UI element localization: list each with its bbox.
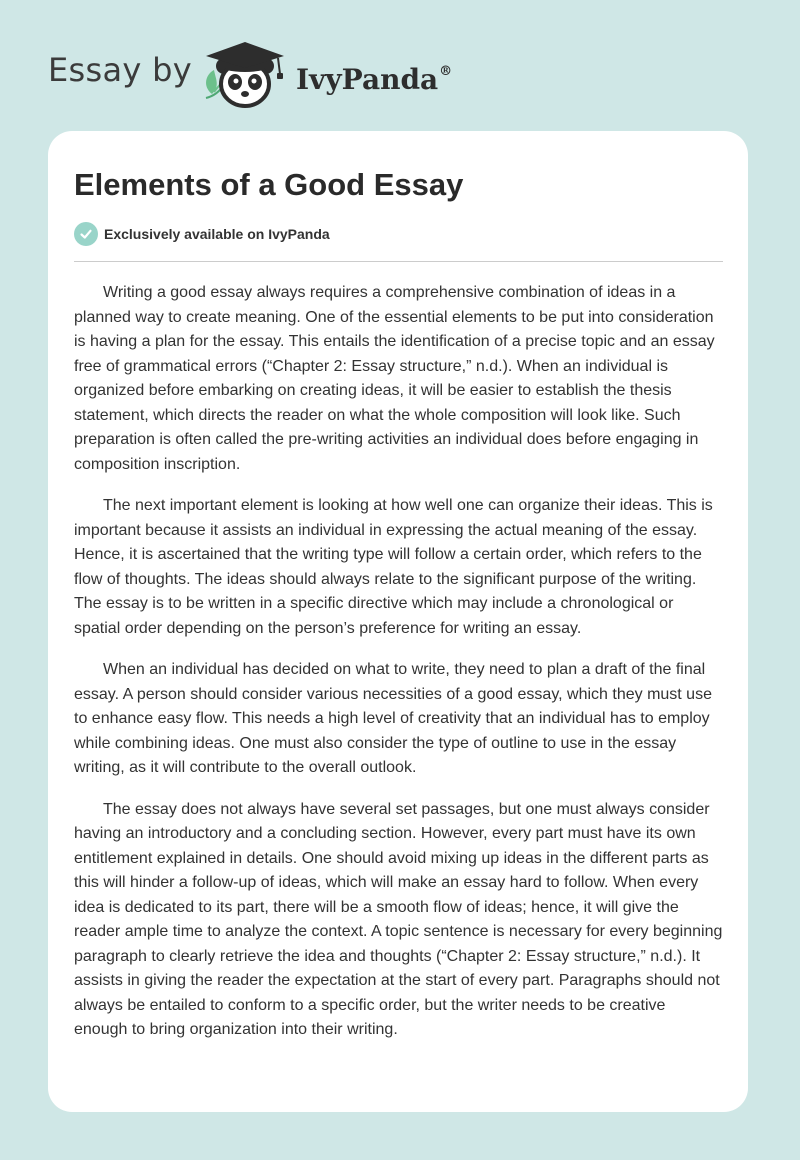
registered-mark: ® <box>439 64 453 79</box>
essay-paragraph: When an individual has decided on what to write, they need to plan a draft of the final essay. A person should consider various necessities of a good essay, which they must use to enhance easy flow. This needs a high level of creativity that an individual has to employ while combining ideas. One must also consider the type of outline to use in the essay writing, as it will contribute to the overall outlook. <box>74 661 712 776</box>
brand-prefix: Essay by <box>48 51 192 89</box>
exclusive-label: Exclusively available on IvyPanda <box>104 226 330 242</box>
essay-paragraph: The essay does not always have several set passages, but one must always consider having an introductory and a concluding section. However, every part must have its own entitlement explained in details. One should avoid mixing up ideas in the different parts as this will hinder a follow-up of ideas, which will make an essay hard to follow. When every idea is dedicated to its part, there will be a smooth flow of ideas; hence, it will give the reader ample time to analyze the context. A topic sentence is necessary for every beginning paragraph to clearly retrieve the idea and thoughts (“Chapter 2: Essay structure,” n.d.). It assists in giving the reader the expectation at the start of every part. Paragraphs should not always be entailed to conform to a specific order, but the writer needs to be creative enough to bring organization into their writing. <box>74 800 723 1038</box>
check-icon <box>74 222 98 246</box>
essay-title: Elements of a Good Essay <box>74 167 464 202</box>
site-header <box>0 0 800 120</box>
essay-paragraph: The next important element is looking at how well one can organize their ideas. This is important because it assists an individual in expressing the actual meaning of the essay. Hence, it is ascertained that the writing type will follow a certain order, which refers to the flow of thoughts. The ideas should always relate to the significant purpose of the writing. The essay is to be written in a specific directive which may include a chronological or spatial order depending on the person’s preference for writing an essay. <box>74 497 713 637</box>
essay-body <box>74 281 723 1060</box>
brand-name <box>296 52 452 100</box>
exclusive-notice <box>74 221 330 247</box>
panda-graduate-logo-icon[interactable] <box>200 34 296 110</box>
title-divider <box>74 261 723 262</box>
essay-paragraph: Writing a good essay always requires a comprehensive combination of ideas in a planned way to create meaning. One of the essential elements to be put into consideration is having a plan for the essay. This entails the identification of a precise topic and an essay free of grammatical errors (“Chapter 2: Essay structure,” n.d.). When an individual is organized before embarking on creating ideas, it will be easier to establish the thesis statement, which directs the reader on what the whole composition will look like. Such preparation is often called the pre-writing activities an individual does before engaging in composition inscription. <box>74 284 715 473</box>
essay-card <box>48 131 748 1112</box>
brand-name-text: IvyPanda <box>296 63 439 96</box>
